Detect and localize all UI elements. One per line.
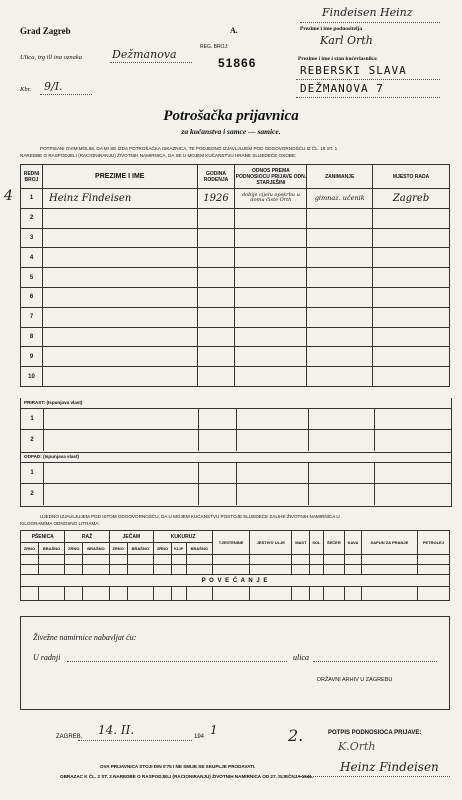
stock-cell <box>323 587 344 601</box>
kbr-value: 9/I. <box>44 80 63 93</box>
stock-cell <box>109 587 127 601</box>
person-row <box>21 228 450 248</box>
form-title: Potrošačka prijavnica <box>163 108 299 124</box>
stock-cell <box>83 587 110 601</box>
column-divider <box>198 430 199 451</box>
stock-cell <box>21 555 39 565</box>
applicant-name-hand: Findeisen Heinz <box>322 6 413 19</box>
stock-cell <box>21 565 39 575</box>
householder-underline-2 <box>296 97 440 98</box>
stock-cell <box>292 587 310 601</box>
stock-group-header: PŠENICA <box>21 531 65 543</box>
purchase-box <box>20 616 450 710</box>
col-no: REDNI BROJ <box>21 165 43 189</box>
person-name <box>42 208 197 228</box>
stock-intro-1: UJEDNO IZJAVLJUJEM POD ISTOM ODGOVORNOŠĆU, DA U MOJEM KUĆANSTVU POSTOJE SLIJEDEĆE ZALIHE ŽIVOTNIH NAMIRNICA U <box>40 514 340 519</box>
stock-cell <box>323 555 344 565</box>
person-name: Heinz Findeisen <box>42 189 197 209</box>
stock-cell <box>310 587 323 601</box>
stock-sub-header: ZRNO <box>65 543 83 555</box>
person-row <box>21 367 450 387</box>
person-relation <box>235 307 307 327</box>
sub-row <box>21 429 451 451</box>
person-row <box>21 347 450 367</box>
stock-blank-row <box>21 555 450 565</box>
povecanje-label: P O V E Ć A N J E <box>21 575 450 587</box>
stock-other-header: SAPUN ZA PRANJE <box>362 531 418 555</box>
stock-cell <box>292 565 310 575</box>
stock-sub-header: BRAŠNO <box>186 543 213 555</box>
row-number: 2 <box>21 208 43 228</box>
person-occupation <box>307 327 373 347</box>
person-name <box>42 248 197 268</box>
stock-cell <box>38 555 65 565</box>
row-number: 8 <box>21 327 43 347</box>
form-letter: A. <box>230 26 238 35</box>
person-name <box>42 327 197 347</box>
stock-cell <box>323 565 344 575</box>
birth-year <box>197 287 235 307</box>
radnji-label: U radnji <box>33 653 61 662</box>
col-name: PREZIME I IME <box>42 165 197 189</box>
birth-year <box>197 268 235 288</box>
odpad-label: ODPAD: (Ispunjava vlast) <box>24 454 80 459</box>
stock-other-header: SOL <box>310 531 323 555</box>
stock-sub-header: BRAŠNO <box>83 543 110 555</box>
birth-year <box>197 248 235 268</box>
row-number: 10 <box>21 367 43 387</box>
stock-cell <box>362 565 418 575</box>
person-occupation <box>307 248 373 268</box>
person-row <box>21 248 450 268</box>
col-year: GODINA RODENJA <box>197 165 235 189</box>
nabavljat-label: Živežne namirnice nabavljat ću: <box>33 633 137 642</box>
stock-group-header: JEČAM <box>109 531 153 543</box>
column-divider <box>236 409 237 430</box>
stock-cell <box>127 587 154 601</box>
person-name <box>42 307 197 327</box>
birth-year <box>197 228 235 248</box>
stock-intro-2: KILOGRAMIMA ODNOSNO LITRAMA: <box>20 521 100 526</box>
person-occupation <box>307 287 373 307</box>
submitter-label: Prezime i ime podnositelja <box>300 26 363 32</box>
person-row <box>21 208 450 228</box>
kbr-underline <box>40 94 92 95</box>
work-place <box>373 208 450 228</box>
zagreb-label: ZAGREB, <box>56 734 83 740</box>
street-label: Ulica, trg ill ina oznaka <box>20 54 83 61</box>
person-relation <box>235 347 307 367</box>
signature-hand: Heinz Findeisen <box>340 760 439 774</box>
col-occupation: ZANIMANJE <box>307 165 373 189</box>
stock-cell <box>171 555 186 565</box>
stock-group-header: RAŽ <box>65 531 109 543</box>
street-underline <box>110 62 192 63</box>
stock-sub-header: BRAŠNO <box>38 543 65 555</box>
stock-cell <box>362 587 418 601</box>
kbr-label: Kbr. <box>20 86 32 93</box>
person-row <box>21 268 450 288</box>
margin-mark: 4 <box>4 188 13 204</box>
person-relation <box>235 367 307 387</box>
sub-row-number: 2 <box>21 430 44 451</box>
stock-cell <box>292 555 310 565</box>
prirast-rows <box>21 408 451 451</box>
column-divider <box>374 463 375 484</box>
stock-cell <box>65 565 83 575</box>
work-place <box>373 268 450 288</box>
stock-group-header: KUKURUZ <box>154 531 213 543</box>
prirast-label: PRIRAST: (Ispunjava vlast) <box>24 400 83 405</box>
signature-label: POTPIS PODNOSIOCA PRIJAVE: <box>328 730 422 736</box>
date-hand: 14. II. <box>98 723 135 737</box>
stock-other-header: JESTIVO ULJE <box>250 531 292 555</box>
birth-year <box>197 347 235 367</box>
row-number: 3 <box>21 228 43 248</box>
person-name <box>42 228 197 248</box>
sub-row-number: 2 <box>21 484 44 505</box>
radnji-line <box>67 661 287 662</box>
row-number: 4 <box>21 248 43 268</box>
ulica-label: ulica <box>293 653 309 662</box>
person-relation: dobije cijelu opskrbu u domu čiste Orth <box>235 189 307 209</box>
stock-sub-header: ZRNO <box>154 543 172 555</box>
column-divider <box>198 463 199 484</box>
stock-cell <box>417 555 449 565</box>
row-number: 5 <box>21 268 43 288</box>
stock-cell <box>38 565 65 575</box>
stock-other-header: TJESTENINE <box>213 531 250 555</box>
stamp-scribble: K.Orth <box>338 740 376 753</box>
footer-line-2: OBRAZAC K ČL. 2 ST. 2 NAREDBE O RASPODJELI (RACIONIRANJU) ŽIVOTNIH NAMIRNICA OD 27. SIJEČNJA 1941. <box>60 774 314 779</box>
stock-cell <box>250 587 292 601</box>
work-place <box>373 287 450 307</box>
birth-year: 1926 <box>197 189 235 209</box>
stock-cell <box>186 565 213 575</box>
stock-cell <box>83 565 110 575</box>
birth-year <box>197 307 235 327</box>
row-number: 1 <box>21 189 43 209</box>
stock-cell <box>417 587 449 601</box>
stock-cell <box>109 565 127 575</box>
year-hand: 1 <box>210 723 218 737</box>
stock-group-row <box>21 531 450 543</box>
stock-other-header: ŠEĆER <box>323 531 344 555</box>
person-relation <box>235 287 307 307</box>
stock-cell <box>362 555 418 565</box>
person-name <box>42 347 197 367</box>
prirast-box <box>20 398 452 453</box>
column-divider <box>308 430 309 451</box>
footer-line-1: OVA PRIJAVNICA STOJI DIN 0'75 I NE SMIJE SE SKUPLJE PRODAVATI. <box>100 764 256 769</box>
row-number: 7 <box>21 307 43 327</box>
work-place <box>373 347 450 367</box>
work-place <box>373 327 450 347</box>
person-occupation <box>307 268 373 288</box>
column-divider <box>198 409 199 430</box>
persons-header-row <box>21 165 450 189</box>
reg-number: 51866 <box>218 56 257 70</box>
stock-blank-row <box>21 565 450 575</box>
stock-cell <box>417 565 449 575</box>
birth-year <box>197 208 235 228</box>
column-divider <box>374 409 375 430</box>
stock-blank-row <box>21 587 450 601</box>
stock-table <box>20 530 450 601</box>
person-row <box>21 287 450 307</box>
person-occupation <box>307 228 373 248</box>
date-line <box>78 740 192 741</box>
householder-line1: REBERSKI SLAVA <box>300 64 407 77</box>
ulica-line <box>313 661 437 662</box>
stock-cell <box>171 587 186 601</box>
stock-cell <box>127 555 154 565</box>
work-place <box>373 228 450 248</box>
stock-cell <box>250 565 292 575</box>
sub-row <box>21 462 451 484</box>
person-row <box>21 189 450 209</box>
person-row <box>21 327 450 347</box>
col-place: MJESTO RADA <box>373 165 450 189</box>
row-number: 6 <box>21 287 43 307</box>
stock-other-header: MAST <box>292 531 310 555</box>
stock-cell <box>310 565 323 575</box>
person-relation <box>235 268 307 288</box>
stock-cell <box>154 555 172 565</box>
odpad-rows <box>21 462 451 505</box>
stock-cell <box>345 587 362 601</box>
street-value: Dežmanova <box>112 48 177 61</box>
stock-sub-header: KLIP <box>171 543 186 555</box>
householder-label: Prezime i ime i stan kućevlasnika: <box>298 56 378 62</box>
person-relation <box>235 208 307 228</box>
person-relation <box>235 228 307 248</box>
stock-cell <box>250 555 292 565</box>
stock-cell <box>310 555 323 565</box>
sub-row-number: 1 <box>21 463 44 484</box>
reg-label: REG. BROJ: <box>200 44 229 50</box>
stock-sub-header: ZRNO <box>21 543 39 555</box>
person-row <box>21 307 450 327</box>
column-divider <box>236 430 237 451</box>
col-relation: ODNOS PREMA PODNOSIOCU PRIJAVE ODN. STARJEŠINI <box>235 165 307 189</box>
persons-table <box>20 164 450 387</box>
person-occupation <box>307 367 373 387</box>
row-number: 9 <box>21 347 43 367</box>
column-divider <box>236 463 237 484</box>
applicant-underline <box>300 22 440 23</box>
column-divider <box>308 484 309 505</box>
stock-cell <box>171 565 186 575</box>
stock-cell <box>213 565 250 575</box>
person-occupation: gimnaz. učenik <box>307 189 373 209</box>
stock-cell <box>213 555 250 565</box>
stock-cell <box>38 587 65 601</box>
column-divider <box>374 484 375 505</box>
stock-sub-header: BRAŠNO <box>127 543 154 555</box>
work-place <box>373 367 450 387</box>
person-name <box>42 287 197 307</box>
form-subtitle: za kućanstva i samce — samice. <box>181 127 281 136</box>
stock-sub-header: ZRNO <box>109 543 127 555</box>
person-name <box>42 367 197 387</box>
sub-row-number: 1 <box>21 409 44 430</box>
stock-cell <box>345 565 362 575</box>
householder-line2: DEŽMANOVA 7 <box>300 82 384 95</box>
stock-cell <box>213 587 250 601</box>
odpad-box <box>20 452 452 507</box>
work-place <box>373 248 450 268</box>
person-occupation <box>307 208 373 228</box>
stock-cell <box>109 555 127 565</box>
stock-cell <box>154 587 172 601</box>
stock-cell <box>65 587 83 601</box>
birth-year <box>197 327 235 347</box>
column-divider <box>374 430 375 451</box>
stock-cell <box>345 555 362 565</box>
signature-line <box>300 776 450 777</box>
sub-row <box>21 483 451 505</box>
mark-2: 2. <box>288 726 304 745</box>
person-name <box>42 268 197 288</box>
stock-cell <box>21 587 39 601</box>
city-label: Grad Zagreb <box>20 26 71 36</box>
stock-other-header: KAVA <box>345 531 362 555</box>
stock-other-header: PETROLEJ <box>417 531 449 555</box>
sub-row <box>21 408 451 430</box>
intro-line-2: NAREDBE O RASPODJELI (RACIONIRANJU) ŽIVOTNIH NAMIRNICA, DA SE U MOJEM KUĆANSTVU HRANE SLIJEDEĆE OSOBE: <box>20 153 297 158</box>
stock-cell <box>186 587 213 601</box>
submitter-value: Karl Orth <box>320 34 373 47</box>
stock-cell <box>65 555 83 565</box>
stock-cell <box>186 555 213 565</box>
column-divider <box>308 463 309 484</box>
stock-cell <box>154 565 172 575</box>
archive-stamp: DRŽAVNI ARHIV U ZAGREBU <box>317 677 393 683</box>
column-divider <box>308 409 309 430</box>
person-occupation <box>307 307 373 327</box>
stock-cell <box>127 565 154 575</box>
person-occupation <box>307 347 373 367</box>
householder-underline-1 <box>296 79 440 80</box>
work-place: Zagreb <box>373 189 450 209</box>
intro-line-1: POTPISANI OVIM MOLIM, DA MI SE IZDA POTROŠAČKA ISKAZNICA, TE PODJEDNO IZJAVLJUJEM POD ODGOVORNOŠĆU IZ ČL. 18 ST. 1 <box>40 146 338 151</box>
person-relation <box>235 327 307 347</box>
birth-year <box>197 367 235 387</box>
column-divider <box>236 484 237 505</box>
column-divider <box>198 484 199 505</box>
stock-cell <box>83 555 110 565</box>
person-relation <box>235 248 307 268</box>
year-prefix: 194 <box>194 734 205 740</box>
work-place <box>373 307 450 327</box>
